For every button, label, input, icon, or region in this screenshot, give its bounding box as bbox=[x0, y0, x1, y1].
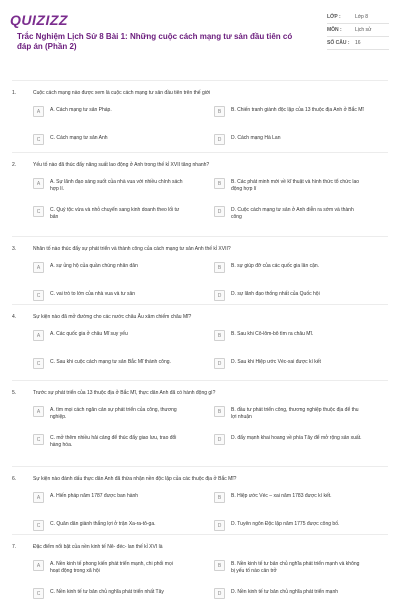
option-letter-box[interactable]: B bbox=[214, 406, 225, 417]
option-letter-box[interactable]: A bbox=[33, 106, 44, 117]
option-letter-box[interactable]: A bbox=[33, 406, 44, 417]
option-text: D. Cách mạng Hà Lan bbox=[231, 135, 281, 141]
answer-option-b[interactable] bbox=[214, 492, 364, 503]
answer-option-d[interactable] bbox=[214, 206, 364, 220]
meta-value: 16 bbox=[355, 40, 361, 46]
answer-option-c[interactable] bbox=[33, 358, 183, 369]
answer-option-a[interactable] bbox=[33, 560, 183, 574]
option-text: C. Quý tộc vừa và nhỏ chuyển sang kinh doanh theo lối tư bản bbox=[50, 207, 180, 220]
answer-option-b[interactable] bbox=[214, 560, 364, 574]
option-text: D. Tuyên ngôn Độc lập năm 1775 được công bố. bbox=[231, 521, 340, 527]
option-letter-box[interactable]: A bbox=[33, 330, 44, 341]
answer-option-a[interactable] bbox=[33, 406, 183, 420]
option-text: B. Sau khi Cô-lôm-bô tìm ra châu Mĩ. bbox=[231, 331, 314, 337]
option-letter-box[interactable]: C bbox=[33, 588, 44, 599]
meta-key: LỚP : bbox=[327, 14, 341, 20]
option-letter-box[interactable]: D bbox=[214, 434, 225, 445]
meta-key: SỐ CÂU : bbox=[327, 40, 350, 46]
option-letter-box[interactable]: B bbox=[214, 178, 225, 189]
question-text: Cuộc cách mạng nào được xem là cuộc cách mạng tư sản đầu tiên trên thế giới bbox=[33, 90, 211, 96]
option-text: A. Các quốc gia ở châu Mĩ suy yếu bbox=[50, 331, 128, 337]
option-letter-box[interactable]: C bbox=[33, 520, 44, 531]
answer-option-c[interactable] bbox=[33, 520, 183, 531]
option-letter-box[interactable]: D bbox=[214, 290, 225, 301]
question-divider bbox=[12, 380, 388, 381]
question-divider bbox=[12, 152, 388, 153]
option-text: C. Sau khi cuộc cách mạng tư sản Bắc Mĩ thành công. bbox=[50, 359, 171, 365]
option-letter-box[interactable]: D bbox=[214, 134, 225, 145]
option-letter-box[interactable]: A bbox=[33, 492, 44, 503]
answer-option-a[interactable] bbox=[33, 262, 183, 273]
option-text: A. Cách mạng tư sản Pháp. bbox=[50, 107, 112, 113]
meta-row-subject bbox=[327, 24, 389, 37]
header-divider bbox=[12, 80, 388, 81]
worksheet-title: Trắc Nghiệm Lịch Sử 8 Bài 1: Những cuộc cách mạng tư sản đầu tiên có đáp án (Phần 2) bbox=[17, 32, 293, 51]
answer-option-d[interactable] bbox=[214, 520, 364, 531]
question-text: Sự kiện nào đánh dấu thực dân Anh đã thừa nhận nền độc lập của các thuộc địa ở Bắc Mĩ? bbox=[33, 476, 237, 482]
option-letter-box[interactable]: C bbox=[33, 134, 44, 145]
question-divider bbox=[12, 534, 388, 535]
question-number: 7. bbox=[12, 544, 17, 550]
answer-option-a[interactable] bbox=[33, 492, 183, 503]
option-letter-box[interactable]: D bbox=[214, 588, 225, 599]
option-text: C. mở thêm nhiều hải cảng để thúc đẩy giao lưu, trao đổi hàng hóa. bbox=[50, 435, 177, 448]
option-letter-box[interactable]: C bbox=[33, 206, 44, 217]
meta-row-count bbox=[327, 37, 389, 50]
question-divider bbox=[12, 236, 388, 237]
option-letter-box[interactable]: B bbox=[214, 330, 225, 341]
answer-option-b[interactable] bbox=[214, 106, 364, 117]
answer-option-a[interactable] bbox=[33, 330, 183, 341]
question-number: 5. bbox=[12, 390, 17, 396]
answer-option-c[interactable] bbox=[33, 588, 183, 599]
question-number: 1. bbox=[12, 90, 17, 96]
option-text: A. sự ủng hộ của quần chúng nhân dân bbox=[50, 263, 138, 269]
answer-option-c[interactable] bbox=[33, 434, 183, 448]
option-text: B. sự giúp đỡ của các quốc gia lân cận. bbox=[231, 263, 320, 269]
answer-option-c[interactable] bbox=[33, 206, 183, 220]
meta-table bbox=[327, 11, 389, 50]
option-text: A. Nền kinh tế phong kiến phát triển mạnh, chi phối mọi hoạt động trong xã hội bbox=[50, 561, 173, 574]
answer-option-d[interactable] bbox=[214, 588, 364, 599]
question-text: Yếu tố nào đã thúc đẩy năng suất lao động ở Anh trong thế kỉ XVII tăng nhanh? bbox=[33, 162, 210, 168]
option-letter-box[interactable]: C bbox=[33, 290, 44, 301]
option-text: A. Hiến pháp năm 1787 được ban hành bbox=[50, 493, 139, 499]
answer-option-a[interactable] bbox=[33, 178, 183, 192]
option-text: C. Quân dân giành thắng lợi ở trận Xa-ra-tô-ga. bbox=[50, 521, 156, 527]
answer-option-b[interactable] bbox=[214, 262, 364, 273]
question-text: Đặc điểm nổi bật của nền kinh tế Nê- đéc- lan thế kỉ XVI là bbox=[33, 544, 163, 550]
answer-option-b[interactable] bbox=[214, 178, 364, 192]
option-text: D. sự lãnh đạo thống nhất của Quốc hội bbox=[231, 291, 320, 297]
option-text: B. Các phát minh mới về kĩ thuật và hình thức tổ chức lao động hợp lí bbox=[231, 179, 360, 192]
question-divider bbox=[12, 304, 388, 305]
answer-option-a[interactable] bbox=[33, 106, 183, 117]
option-text: D. Sau khi Hiệp ước Véc-xai được kí kết bbox=[231, 359, 321, 365]
answer-option-d[interactable] bbox=[214, 134, 364, 145]
option-text: D. đẩy mạnh khai hoang về phía Tây để mở rộng sản xuất. bbox=[231, 435, 362, 441]
answer-option-b[interactable] bbox=[214, 330, 364, 341]
meta-value: Lịch sử bbox=[355, 27, 372, 33]
answer-option-d[interactable] bbox=[214, 290, 364, 301]
meta-value: Lớp 8 bbox=[355, 14, 369, 20]
option-text: B. Chiến tranh giành độc lập của 13 thuộc địa Anh ở Bắc Mĩ bbox=[231, 107, 364, 113]
option-letter-box[interactable]: D bbox=[214, 206, 225, 217]
question-text: Sự kiện nào đã mở đường cho các nước châu Âu xâm chiếm châu Mĩ? bbox=[33, 314, 192, 320]
quizizz-logo: QUIZIZZ bbox=[10, 12, 68, 28]
option-letter-box[interactable]: B bbox=[214, 560, 225, 571]
answer-option-d[interactable] bbox=[214, 358, 364, 369]
option-text: D. Nền kinh tế tư bản chủ nghĩa phát triển mạnh bbox=[231, 589, 339, 595]
option-letter-box[interactable]: A bbox=[33, 178, 44, 189]
question-text: Nhân tố nào thúc đẩy sự phát triển và thành công của cách mạng tư sản Anh thế kỉ XVII? bbox=[33, 246, 231, 252]
option-text: A. tìm mọi cách ngăn cản sự phát triển của công, thương nghiệp. bbox=[50, 407, 177, 420]
option-letter-box[interactable]: A bbox=[33, 560, 44, 571]
question-number: 4. bbox=[12, 314, 17, 320]
answer-option-c[interactable] bbox=[33, 134, 183, 145]
option-text: C. vai trò to lớn của nhà vua và tư sản bbox=[50, 291, 136, 297]
option-text: B. Nền kinh tế tư bản chủ nghĩa phát triển mạnh và không bị yếu tố nào cản trở bbox=[231, 561, 360, 574]
option-text: A. Sự lãnh đạo sáng suốt của nhà vua với nhiều chính sách hợp lí. bbox=[50, 179, 183, 192]
option-letter-box[interactable]: D bbox=[214, 358, 225, 369]
option-text: C. Nền kinh tế tư bản chủ nghĩa phát triển nhất Tây bbox=[50, 589, 164, 595]
option-letter-box[interactable]: D bbox=[214, 520, 225, 531]
option-letter-box[interactable]: C bbox=[33, 358, 44, 369]
option-text: D. Cuộc cách mạng tư sản ở Anh diễn ra sớm và thành công bbox=[231, 207, 354, 220]
option-letter-box[interactable]: C bbox=[33, 434, 44, 445]
answer-option-c[interactable] bbox=[33, 290, 183, 301]
question-text: Trước sự phát triển của 13 thuộc địa ở Bắc Mĩ, thực dân Anh đã có hành động gì? bbox=[33, 390, 216, 396]
question-number: 6. bbox=[12, 476, 17, 482]
answer-option-d[interactable] bbox=[214, 434, 364, 445]
worksheet-header bbox=[0, 0, 400, 78]
meta-row-grade bbox=[327, 11, 389, 24]
option-letter-box[interactable]: B bbox=[214, 262, 225, 273]
option-letter-box[interactable]: B bbox=[214, 492, 225, 503]
answer-option-b[interactable] bbox=[214, 406, 364, 420]
question-divider bbox=[12, 466, 388, 467]
option-letter-box[interactable]: A bbox=[33, 262, 44, 273]
question-number: 3. bbox=[12, 246, 17, 252]
option-letter-box[interactable]: B bbox=[214, 106, 225, 117]
option-text: B. đầu tư phát triển công, thương nghiệp thuộc địa để thu lợi nhuận bbox=[231, 407, 359, 420]
option-text: C. Cách mạng tư sản Anh bbox=[50, 135, 108, 141]
meta-key: MÔN : bbox=[327, 27, 342, 33]
question-number: 2. bbox=[12, 162, 17, 168]
option-text: B. Hiệp ước Véc – xai năm 1783 được kí kết. bbox=[231, 493, 332, 499]
